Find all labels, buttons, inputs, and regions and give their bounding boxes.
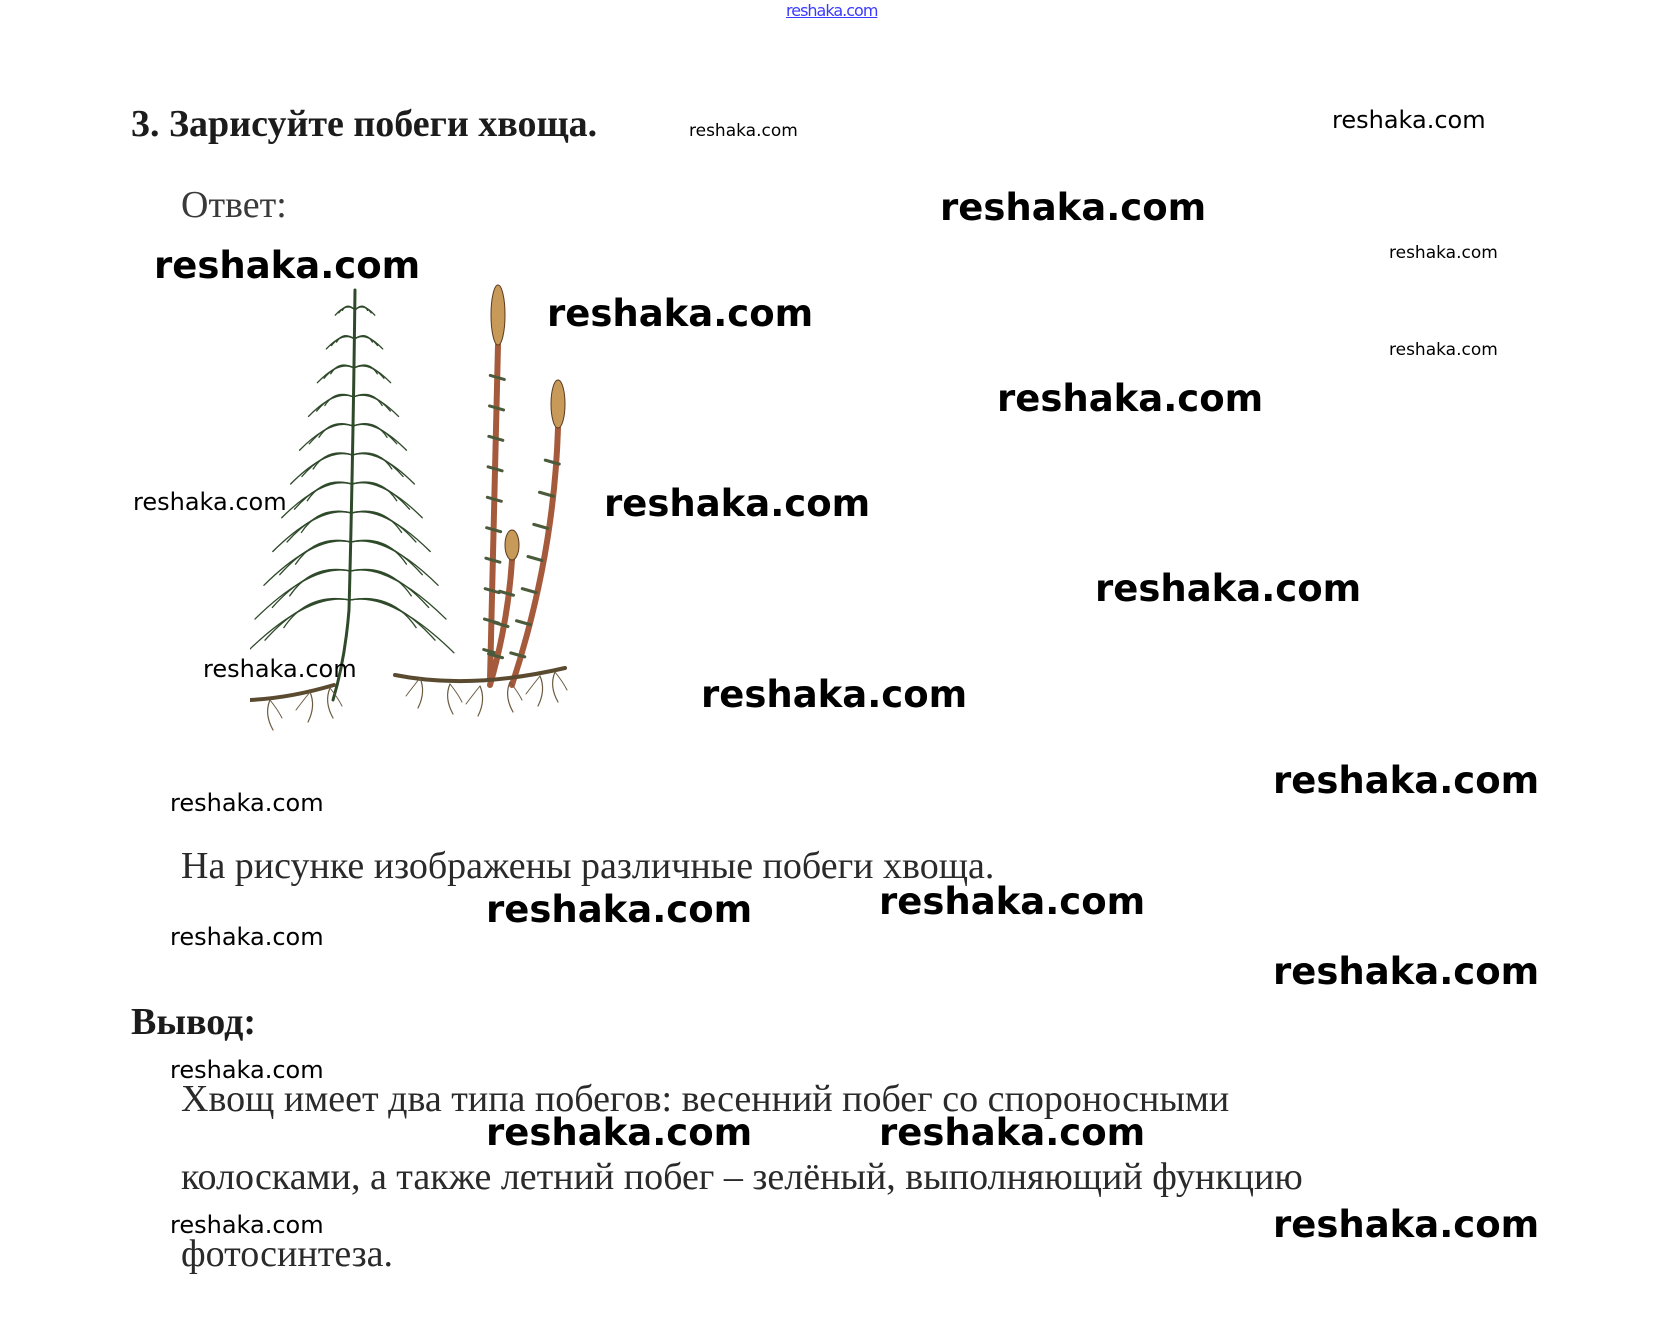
top-site-link[interactable]: reshaka.com [786,1,878,20]
watermark: reshaka.com [170,1211,324,1239]
stem-sheath [485,589,499,593]
stem-sheath [487,528,501,532]
root [526,676,540,694]
spring-shoots-drawing [484,285,565,685]
watermark: reshaka.com [879,880,1146,923]
watermark: reshaka.com [1273,1203,1540,1246]
watermark: reshaka.com [604,482,871,525]
summer-shoot-branch [354,395,399,416]
summer-shoot-branch [352,483,422,518]
stem-sheath [534,524,548,528]
summer-shoot-branch [355,307,375,315]
watermark: reshaka.com [1332,106,1486,134]
figure-caption: На рисунке изображены различные побеги хвоща. [181,845,995,887]
stem-sheath [487,497,501,501]
watermark: reshaka.com [689,121,798,141]
summer-shoot-branch [342,306,355,310]
root [466,686,480,704]
summer-shoot-branch [255,570,351,619]
conclusion-line: колосками, а также летний побег – зелёный, выполняющий функцию [181,1156,1303,1198]
watermark: reshaka.com [701,673,968,716]
watermark: reshaka.com [154,244,421,287]
stem-sheath [490,375,504,379]
summer-shoot-branch [352,512,416,542]
watermark: reshaka.com [1095,567,1362,610]
summer-shoot-branch [354,366,391,383]
root [308,692,313,722]
conclusion-line: фотосинтеза. [181,1233,394,1275]
summer-shoot-branch [352,512,431,552]
watermark: reshaka.com [997,377,1264,420]
watermark: reshaka.com [170,1056,324,1084]
watermark: reshaka.com [879,1111,1146,1154]
watermark: reshaka.com [1273,759,1540,802]
watermark: reshaka.com [547,292,814,335]
watermark: reshaka.com [170,789,324,817]
root [418,678,423,708]
root [510,682,522,700]
summer-shoot-branch [309,424,353,444]
summer-shoot-branch [353,454,415,484]
watermark: reshaka.com [203,655,357,683]
root [448,684,453,714]
watermark: reshaka.com [1273,950,1540,993]
stem-sheath [488,467,502,471]
summer-shoot-branch [355,337,383,349]
stem-sheath [490,406,504,410]
conclusion-line: Хвощ имеет два типа побегов: весенний побег со спороносными [181,1078,1230,1120]
watermark: reshaka.com [486,888,753,931]
watermark: reshaka.com [486,1111,753,1154]
watermark: reshaka.com [133,488,287,516]
spore-cone [505,530,519,560]
spring-shoot-stem [512,428,558,685]
summer-shoot-branch [250,599,350,653]
stem-sheath [522,589,536,593]
answer-label: Ответ: [181,184,287,226]
stem-sheath [489,436,503,440]
spring-shoot-stem [490,345,498,680]
root [268,700,273,730]
root [555,672,567,690]
conclusion-title: Вывод: [131,1001,257,1043]
summer-shoot-stem [333,290,355,700]
summer-shoot-branch [291,454,353,484]
watermark: reshaka.com [1389,340,1498,360]
summer-shoot-branch [273,512,352,552]
summer-shoot-branch [350,599,454,653]
summer-shoot-branch [302,453,353,476]
spore-cone [551,380,565,428]
spore-cone [491,285,505,345]
watermark: reshaka.com [940,186,1207,229]
horsetail-illustration [250,280,620,760]
root [538,676,543,706]
root [406,678,420,696]
summer-shoot-branch [282,483,352,518]
root [328,688,333,718]
summer-shoot-branch [294,482,352,509]
stem-sheath [486,558,500,562]
watermark: reshaka.com [1389,243,1498,263]
root [450,684,462,702]
root [553,672,558,702]
summer-shoot-branch [351,570,447,619]
task-title: 3. Зарисуйте побеги хвоща. [131,103,598,145]
watermark: reshaka.com [170,923,324,951]
stem-sheath [528,557,542,561]
root [270,700,282,718]
root [478,686,483,716]
rhizome-left [250,685,334,700]
